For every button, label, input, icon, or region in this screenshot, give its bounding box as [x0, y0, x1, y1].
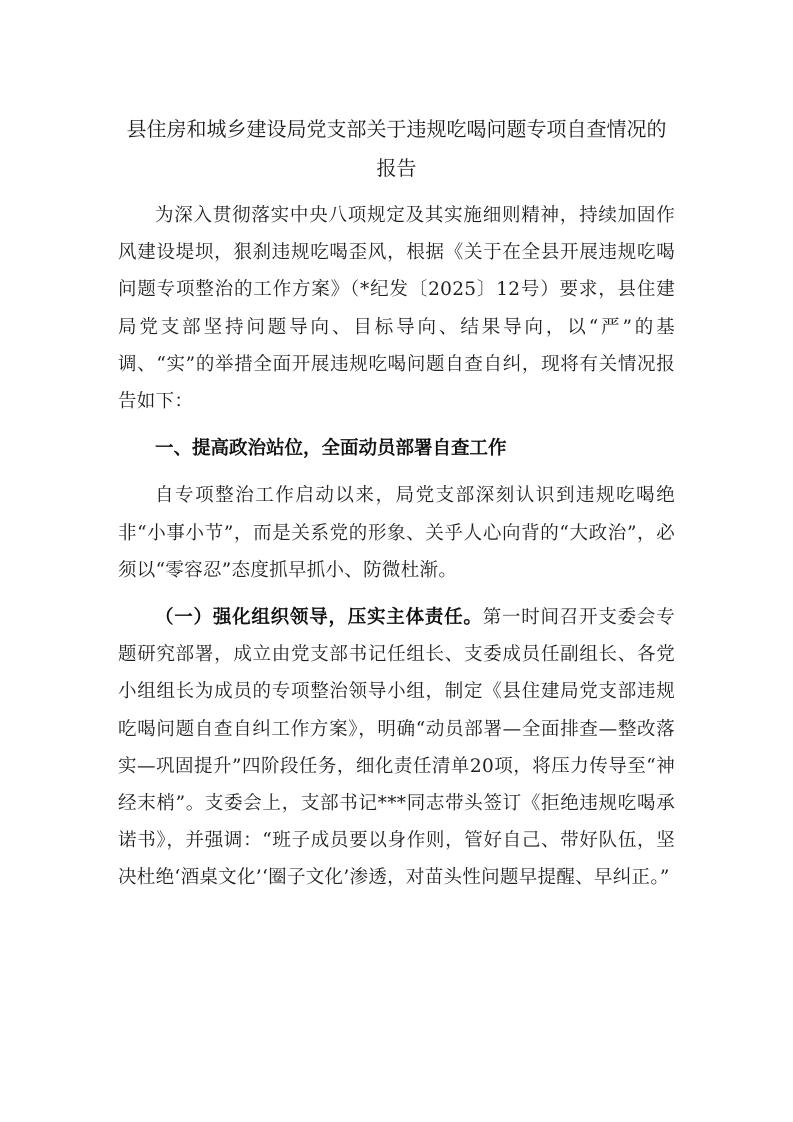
document-title: 县住房和城乡建设局党支部关于违规吃喝问题专项自查情况的报告 — [126, 117, 667, 180]
section-1-item-1 — [118, 599, 675, 897]
section-1-paragraph: 自专项整治工作启动以来，局党支部深刻认识到违规吃喝绝非“小事小节”，而是关系党的形象、关乎人心向背的“大政治”，必须以“零容忍”态度抓早抓小、防微杜渐。 — [118, 485, 675, 581]
item-1-lead: （一）强化组织领导，压实主体责任。 — [155, 607, 483, 629]
intro-paragraph: 为深入贯彻落实中央八项规定及其实施细则精神，持续加固作风建设堤坝，狠刹违规吃喝歪风，根据《关于在全县开展违规吃喝问题专项整治的工作方案》（*纪发〔2025〕12号）要求，县住建局党支部坚持问题导向、目标导向、结果导向，以“严”的基调、“实”的举措全面开展违规吃喝问题自查自纠，现将有关情况报告如下： — [118, 205, 675, 413]
item-1-body: 第一时间召开支委会专题研究部署，成立由党支部书记任组长、支委成员任副组长、各党小组组长为成员的专项整治领导小组，制定《县住建局党支部违规吃喝问题自查自纠工作方案》，明确“动员部署—全面排查—整改落实—巩固提升”四阶段任务，细化责任清单20项，将压力传导至“神经末梢”。支委会上，支部书记***同志带头签订《拒绝违规吃喝承诺书》，并强调：“班子成员要以身作则，管好自己、带好队伍，坚决杜绝‘酒桌文化’‘圈子文化’渗透，对苗头性问题早提醒、早纠正。” — [118, 607, 675, 889]
document-body — [118, 110, 675, 897]
section-heading-1: 一、提高政治站位，全面动员部署自查工作 — [155, 438, 507, 460]
